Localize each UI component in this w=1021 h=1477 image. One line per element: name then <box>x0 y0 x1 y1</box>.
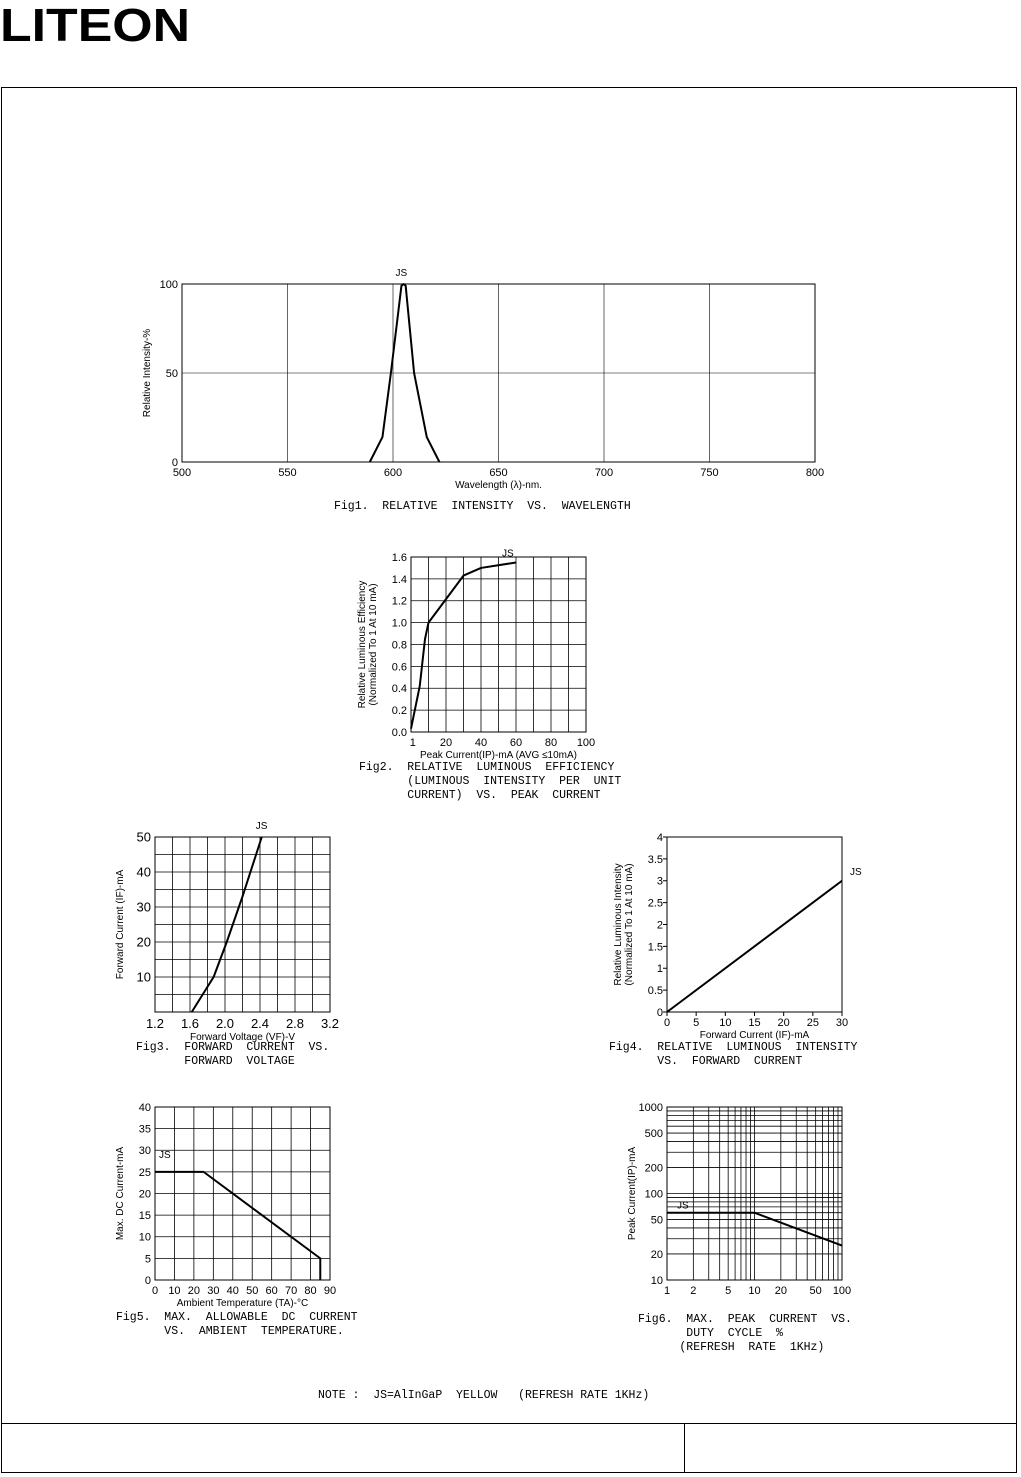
fig4-caption-line: Fig4. RELATIVE LUMINOUS INTENSITY <box>609 1041 858 1054</box>
fig3-x-tick-label: 3.2 <box>320 1016 340 1031</box>
fig4-x-tick-label: 15 <box>748 1017 761 1029</box>
fig3-x-tick-label: 1.6 <box>180 1016 200 1031</box>
fig1-caption <box>334 500 631 514</box>
fig1-series-label: JS <box>395 268 408 279</box>
fig1-x-tick-label: 750 <box>700 467 719 479</box>
fig6-caption-line: (REFRESH RATE 1KHz) <box>638 1341 825 1354</box>
fig5-y-tick-label: 0 <box>144 1274 151 1287</box>
fig5-y-axis-label: Max. DC Current-mA <box>115 1146 126 1241</box>
fig3-caption-line: Fig3. FORWARD CURRENT VS. <box>136 1041 330 1054</box>
fig3-x-tick-label: 2.4 <box>250 1016 270 1031</box>
fig6-x-tick-label: 50 <box>809 1285 822 1297</box>
fig4-caption <box>609 1041 857 1069</box>
fig4-x-tick-label: 20 <box>777 1017 790 1029</box>
fig1-x-tick-label: 550 <box>278 467 297 479</box>
fig6-y-tick-label: 10 <box>650 1274 663 1287</box>
fig5-series-line <box>155 1172 320 1280</box>
fig2-y-tick-label: 0.4 <box>391 683 407 696</box>
fig2-x-tick-label: 40 <box>474 737 488 749</box>
fig4-y-tick-label: 2.5 <box>647 897 663 910</box>
fig3-x-axis-label: Forward Voltage (VF)-V <box>189 1032 296 1043</box>
fig1-y-tick-label: 100 <box>159 278 178 291</box>
fig2-x-tick-label: 20 <box>439 737 453 749</box>
fig6-y-tick-label: 100 <box>644 1188 663 1201</box>
fig2-caption <box>359 761 621 803</box>
fig3-y-tick-label: 40 <box>136 864 151 880</box>
fig6-y-tick-label: 1000 <box>638 1101 663 1114</box>
fig5-y-tick-label: 35 <box>138 1123 151 1136</box>
fig5-x-tick-label: 40 <box>226 1285 239 1297</box>
fig3-x-tick-label: 2.0 <box>215 1016 235 1031</box>
fig6-caption-line: Fig6. MAX. PEAK CURRENT VS. <box>638 1313 852 1326</box>
fig5-y-tick-label: 30 <box>138 1145 151 1158</box>
fig1-y-tick-label: 50 <box>165 367 178 380</box>
fig3-caption <box>136 1041 329 1069</box>
fig1-x-tick-label: 700 <box>594 467 614 479</box>
fig3-caption-line: FORWARD VOLTAGE <box>136 1055 295 1068</box>
fig2-x-axis-label: Peak Current(IP)-mA (AVG ≤10mA) <box>419 750 578 761</box>
fig2-caption-line: (LUMINOUS INTENSITY PER UNIT <box>359 775 622 788</box>
fig6-caption <box>638 1313 852 1355</box>
fig2-y-tick-label: 0.2 <box>391 705 407 718</box>
fig6-y-tick-label: 20 <box>650 1248 663 1261</box>
fig6-x-tick-label: 20 <box>774 1285 787 1297</box>
fig6-x-tick-label: 1 <box>663 1285 671 1297</box>
fig2-x-tick-label: 100 <box>576 737 596 749</box>
fig2-series-label: JS <box>502 548 514 560</box>
fig4-series-label: JS <box>850 866 862 878</box>
fig3-y-tick-label: 10 <box>136 969 151 985</box>
fig4-y-axis-label-2: (Normalized To 1 At 10 mA) <box>624 863 635 986</box>
fig5-x-tick-label: 20 <box>187 1285 201 1297</box>
fig6-x-tick-label: 100 <box>832 1285 852 1297</box>
fig1-x-tick-label: 600 <box>383 467 403 479</box>
fig2-y-tick-label: 0.8 <box>391 639 407 652</box>
fig5-y-tick-label: 20 <box>138 1188 151 1201</box>
fig6-x-tick-label: 2 <box>690 1285 697 1297</box>
fig2-y-tick-label: 1.4 <box>391 573 407 586</box>
fig3-y-tick-label: 20 <box>136 934 151 950</box>
fig1-caption-line: Fig1. RELATIVE INTENSITY VS. WAVELENGTH <box>334 500 631 513</box>
fig2-y-tick-label: 0.0 <box>391 726 407 739</box>
fig5-caption-line: VS. AMBIENT TEMPERATURE. <box>116 1325 344 1338</box>
fig4-y-tick-label: 4 <box>656 831 663 844</box>
fig3-x-tick-label: 1.2 <box>145 1016 165 1031</box>
logo-text: LITEON <box>0 0 190 48</box>
fig6-x-tick-label: 10 <box>748 1285 761 1297</box>
fig2-x-tick-label: 80 <box>544 737 558 749</box>
fig4-y-tick-label: 1.5 <box>647 941 663 954</box>
fig5-x-axis-label: Ambient Temperature (TA)-°C <box>176 1298 309 1309</box>
fig4-x-tick-label: 10 <box>719 1017 732 1029</box>
footnote: NOTE : JS=AlInGaP YELLOW (REFRESH RATE 1KHz) <box>318 1389 650 1402</box>
fig5-x-tick-label: 30 <box>207 1285 220 1297</box>
fig4-y-tick-label: 3 <box>656 875 663 888</box>
fig2-y-tick-label: 1.6 <box>391 551 407 564</box>
fig2-x-tick-label: 60 <box>509 737 523 749</box>
fig5-y-tick-label: 10 <box>138 1231 151 1244</box>
fig1-y-axis-label: Relative Intensity-% <box>142 328 153 418</box>
fig3-y-axis-label: Forward Current (IF)-mA <box>115 869 126 980</box>
fig4-x-tick-label: 25 <box>806 1017 819 1029</box>
fig5-x-tick-label: 80 <box>304 1285 317 1297</box>
fig4-x-tick-label: 5 <box>693 1017 700 1029</box>
fig6-series-label: JS <box>677 1200 689 1212</box>
fig4-y-tick-label: 3.5 <box>647 853 663 866</box>
fig5-x-tick-label: 0 <box>151 1285 159 1297</box>
fig2-y-tick-label: 1.0 <box>391 617 407 630</box>
fig5-x-tick-label: 50 <box>246 1285 259 1297</box>
fig5-x-tick-label: 90 <box>323 1285 337 1297</box>
fig3-series-label: JS <box>255 821 268 832</box>
fig4-series-line <box>667 881 842 1012</box>
fig5-caption <box>116 1311 358 1339</box>
fig2-y-axis-label-2: (Normalized To 1 At 10 mA) <box>368 583 379 706</box>
fig2-y-axis-label: Relative Luminous Efficiency <box>357 580 368 709</box>
fig4-x-tick-label: 30 <box>835 1017 849 1029</box>
fig1-x-tick-label: 800 <box>805 467 825 479</box>
fig3-y-tick-label: 30 <box>136 899 151 915</box>
fig2-x-tick-label: 1 <box>409 737 416 749</box>
fig5-y-tick-label: 5 <box>144 1253 151 1266</box>
fig4-y-tick-label: 1 <box>656 963 663 976</box>
fig5-series-label: JS <box>159 1149 171 1161</box>
fig3-y-tick-label: 50 <box>136 829 151 845</box>
fig5-x-tick-label: 10 <box>168 1285 181 1297</box>
fig2-caption-line: CURRENT) VS. PEAK CURRENT <box>359 789 601 802</box>
fig4-y-tick-label: 2 <box>656 919 663 932</box>
fig2-y-tick-label: 1.2 <box>391 595 407 608</box>
fig6-y-axis-label: Peak Current(IP)-mA <box>627 1146 638 1241</box>
fig5-x-tick-label: 70 <box>284 1285 298 1297</box>
fig2-caption-line: Fig2. RELATIVE LUMINOUS EFFICIENCY <box>359 761 615 774</box>
fig4-x-axis-label: Forward Current (IF)-mA <box>699 1030 810 1041</box>
fig6-y-tick-label: 50 <box>650 1214 663 1227</box>
fig4-y-tick-label: 0 <box>656 1006 663 1019</box>
fig4-plot-frame <box>667 837 842 1012</box>
fig6-caption-line: DUTY CYCLE % <box>638 1327 783 1340</box>
fig4-caption-line: VS. FORWARD CURRENT <box>609 1055 803 1068</box>
fig5-y-tick-label: 15 <box>138 1210 151 1223</box>
fig4-y-axis-label: Relative Luminous Intensity <box>613 863 624 986</box>
fig5-x-tick-label: 60 <box>265 1285 278 1297</box>
fig5-caption-line: Fig5. MAX. ALLOWABLE DC CURRENT <box>116 1311 358 1324</box>
fig1-x-tick-label: 650 <box>489 467 508 479</box>
fig2-y-tick-label: 0.6 <box>391 661 407 674</box>
fig1-y-tick-label: 0 <box>171 456 178 469</box>
fig1-x-axis-label: Wavelength (λ)-nm. <box>455 480 542 491</box>
fig5-y-tick-label: 25 <box>138 1166 151 1179</box>
fig1-x-tick-label: 500 <box>172 467 192 479</box>
fig6-y-tick-label: 200 <box>644 1162 663 1175</box>
fig3-x-tick-label: 2.8 <box>285 1016 305 1031</box>
fig6-x-tick-label: 5 <box>725 1285 732 1297</box>
fig6-y-tick-label: 500 <box>644 1127 663 1140</box>
fig5-y-tick-label: 40 <box>138 1101 151 1114</box>
fig4-x-tick-label: 0 <box>663 1017 671 1029</box>
fig4-y-tick-label: 0.5 <box>647 985 663 998</box>
